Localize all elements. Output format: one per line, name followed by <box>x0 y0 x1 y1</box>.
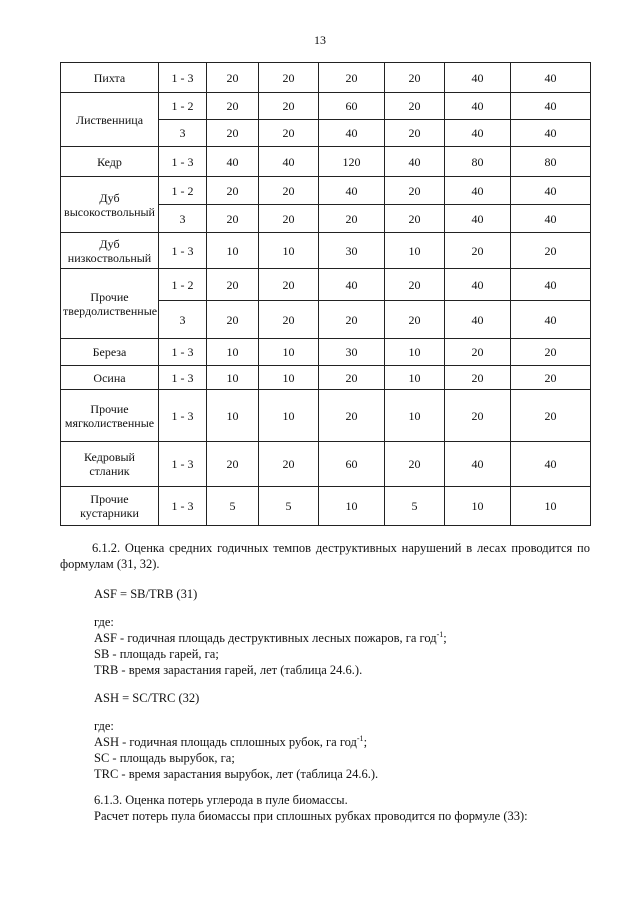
value-cell: 10 <box>319 487 385 526</box>
value-cell: 20 <box>511 390 591 442</box>
value-cell: 20 <box>207 301 259 339</box>
table-row <box>61 177 591 205</box>
value-cell: 10 <box>207 390 259 442</box>
table-row <box>61 233 591 269</box>
value-cell: 80 <box>445 147 511 177</box>
value-cell: 20 <box>385 269 445 301</box>
value-cell: 20 <box>385 442 445 487</box>
value-cell: 40 <box>511 442 591 487</box>
species-name-cell: Осина <box>61 366 159 390</box>
age-class-cell: 3 <box>159 205 207 233</box>
value-cell: 20 <box>207 63 259 93</box>
value-cell: 80 <box>511 147 591 177</box>
value-cell: 20 <box>445 366 511 390</box>
where-label-2: где: <box>94 719 114 733</box>
age-class-cell: 1 - 3 <box>159 147 207 177</box>
value-cell: 10 <box>259 366 319 390</box>
value-cell: 40 <box>445 63 511 93</box>
value-cell: 20 <box>385 177 445 205</box>
value-cell: 10 <box>385 339 445 366</box>
value-cell: 30 <box>319 339 385 366</box>
species-name-cell: Кедр <box>61 147 159 177</box>
value-cell: 10 <box>385 390 445 442</box>
table-row <box>61 93 591 120</box>
value-cell: 20 <box>207 205 259 233</box>
sc-definition: SC - площадь вырубок, га; <box>94 751 235 765</box>
value-cell: 20 <box>445 390 511 442</box>
value-cell: 40 <box>319 120 385 147</box>
value-cell: 20 <box>319 366 385 390</box>
value-cell: 20 <box>385 205 445 233</box>
value-cell: 20 <box>259 442 319 487</box>
value-cell: 40 <box>511 177 591 205</box>
value-cell: 20 <box>319 301 385 339</box>
table-row <box>61 63 591 93</box>
value-cell: 20 <box>385 120 445 147</box>
value-cell: 40 <box>319 269 385 301</box>
value-cell: 20 <box>259 120 319 147</box>
value-cell: 120 <box>319 147 385 177</box>
age-class-cell: 1 - 3 <box>159 442 207 487</box>
table-row <box>61 487 591 526</box>
species-name-cell: Лиственница <box>61 93 159 147</box>
value-cell: 60 <box>319 442 385 487</box>
age-class-cell: 3 <box>159 301 207 339</box>
value-cell: 10 <box>259 390 319 442</box>
value-cell: 20 <box>207 269 259 301</box>
value-cell: 40 <box>445 120 511 147</box>
value-cell: 40 <box>511 269 591 301</box>
where-label-1: где: <box>94 615 114 629</box>
age-class-cell: 1 - 3 <box>159 233 207 269</box>
section-6-1-3-body: Расчет потерь пула биомассы при сплошных рубках проводится по формуле (33): <box>94 809 528 823</box>
value-cell: 5 <box>259 487 319 526</box>
value-cell: 40 <box>385 147 445 177</box>
value-cell: 20 <box>259 205 319 233</box>
value-cell: 20 <box>385 301 445 339</box>
value-cell: 40 <box>445 205 511 233</box>
value-cell: 10 <box>385 366 445 390</box>
value-cell: 40 <box>319 177 385 205</box>
table-row <box>61 339 591 366</box>
page-number: 13 <box>314 33 326 47</box>
value-cell: 10 <box>207 339 259 366</box>
species-name-cell: Береза <box>61 339 159 366</box>
table-row <box>61 269 591 301</box>
value-cell: 60 <box>319 93 385 120</box>
carbon-table <box>60 62 591 526</box>
value-cell: 5 <box>385 487 445 526</box>
value-cell: 20 <box>319 205 385 233</box>
value-cell: 40 <box>511 301 591 339</box>
value-cell: 20 <box>259 269 319 301</box>
value-cell: 30 <box>319 233 385 269</box>
age-class-cell: 1 - 2 <box>159 93 207 120</box>
value-cell: 10 <box>259 233 319 269</box>
value-cell: 20 <box>511 366 591 390</box>
value-cell: 20 <box>319 390 385 442</box>
value-cell: 20 <box>511 233 591 269</box>
sb-definition: SB - площадь гарей, га; <box>94 647 219 661</box>
age-class-cell: 1 - 3 <box>159 390 207 442</box>
value-cell: 20 <box>259 177 319 205</box>
ash-definition: ASH - годичная площадь сплошных рубок, га год$^{-1}$; <box>94 733 368 749</box>
value-cell: 20 <box>385 93 445 120</box>
value-cell: 40 <box>511 120 591 147</box>
trb-definition: TRB - время зарастания гарей, лет (таблица 24.6.). <box>94 663 363 677</box>
species-name-cell: Пихта <box>61 63 159 93</box>
value-cell: 40 <box>445 301 511 339</box>
species-name-cell: Прочие твердолиственные <box>61 269 159 339</box>
value-cell: 10 <box>207 233 259 269</box>
value-cell: 10 <box>511 487 591 526</box>
table-row <box>61 147 591 177</box>
value-cell: 20 <box>207 442 259 487</box>
value-cell: 10 <box>207 366 259 390</box>
age-class-cell: 1 - 3 <box>159 487 207 526</box>
asf-definition: ASF - годичная площадь деструктивных лесных пожаров, га год$^{-1}$; <box>94 629 447 645</box>
value-cell: 10 <box>385 233 445 269</box>
table-row <box>61 442 591 487</box>
species-name-cell: Прочие мягколиственные <box>61 390 159 442</box>
value-cell: 40 <box>259 147 319 177</box>
age-class-cell: 1 - 3 <box>159 366 207 390</box>
age-class-cell: 3 <box>159 120 207 147</box>
formula-31: ASF = SB/TRB (31) <box>94 587 198 601</box>
value-cell: 40 <box>445 269 511 301</box>
species-name-cell: Прочие кустарники <box>61 487 159 526</box>
value-cell: 20 <box>207 120 259 147</box>
value-cell: 5 <box>207 487 259 526</box>
age-class-cell: 1 - 2 <box>159 269 207 301</box>
section-6-1-2-paragraph: 6.1.2. Оценка средних годичных темпов деструктивных нарушений в лесах проводится по формулам (31, 32). <box>60 541 590 571</box>
value-cell: 20 <box>385 63 445 93</box>
section-6-1-3-title: 6.1.3. Оценка потерь углерода в пуле биомассы. <box>94 793 348 807</box>
value-cell: 20 <box>259 93 319 120</box>
value-cell: 40 <box>511 93 591 120</box>
table-row <box>61 366 591 390</box>
value-cell: 10 <box>445 487 511 526</box>
trc-definition: TRC - время зарастания вырубок, лет (таблица 24.6.). <box>94 767 379 781</box>
age-class-cell: 1 - 3 <box>159 339 207 366</box>
species-name-cell: Дуб высокоствольный <box>61 177 159 233</box>
value-cell: 10 <box>259 339 319 366</box>
value-cell: 40 <box>445 177 511 205</box>
value-cell: 20 <box>511 339 591 366</box>
value-cell: 20 <box>445 339 511 366</box>
value-cell: 20 <box>207 177 259 205</box>
value-cell: 20 <box>445 233 511 269</box>
formula-32: ASH = SC/TRC (32) <box>94 691 200 705</box>
value-cell: 40 <box>207 147 259 177</box>
value-cell: 40 <box>511 63 591 93</box>
value-cell: 40 <box>445 442 511 487</box>
species-name-cell: Дуб низкоствольный <box>61 233 159 269</box>
value-cell: 20 <box>319 63 385 93</box>
age-class-cell: 1 - 2 <box>159 177 207 205</box>
value-cell: 40 <box>511 205 591 233</box>
value-cell: 20 <box>259 301 319 339</box>
value-cell: 40 <box>445 93 511 120</box>
table-row <box>61 390 591 442</box>
value-cell: 20 <box>207 93 259 120</box>
age-class-cell: 1 - 3 <box>159 63 207 93</box>
species-name-cell: Кедровый стланик <box>61 442 159 487</box>
value-cell: 20 <box>259 63 319 93</box>
